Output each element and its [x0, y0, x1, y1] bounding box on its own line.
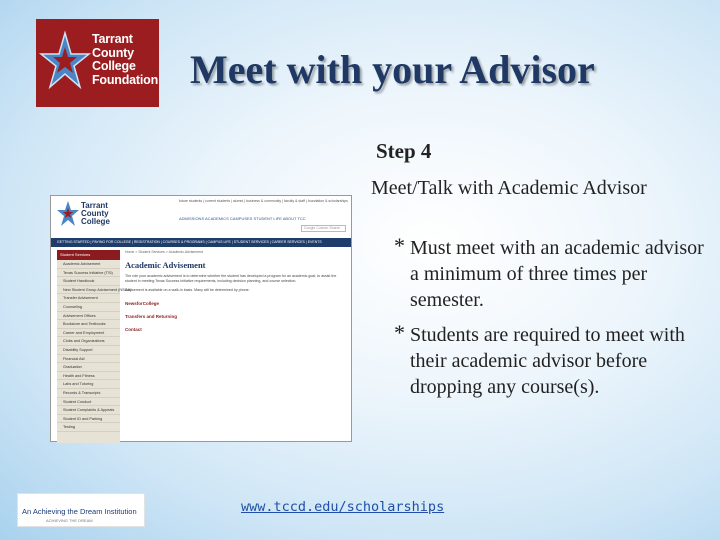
- logo-line: Tarrant: [92, 32, 133, 46]
- section-heading: NewsforCollege: [125, 301, 160, 306]
- sidebar-item[interactable]: Labs and Tutoring: [57, 380, 120, 389]
- scholarships-link[interactable]: www.tccd.edu/scholarships: [241, 499, 445, 515]
- site-star-icon: [57, 200, 79, 230]
- sidebar-item[interactable]: Advisement Offices: [57, 312, 120, 321]
- site-logo-text: [81, 202, 110, 226]
- sidebar-item[interactable]: New Student Group Advisement (NSGA): [57, 286, 120, 295]
- slide-title: Meet with your Advisor: [190, 47, 595, 92]
- achieving-the-dream-logo: [17, 493, 145, 527]
- sidebar-item[interactable]: Student ID and Parking: [57, 415, 120, 424]
- bullet-item: [394, 320, 710, 400]
- sidebar-item[interactable]: Clubs and Organizations: [57, 337, 120, 346]
- page-paragraph: The role your academic advisement is to determine whether the student has developed a program for an academic goal, to assist the student in meeting Texas Success Initiative requirements, including decision planning, and course selection.: [125, 274, 337, 283]
- sidebar-item[interactable]: Financial Aid: [57, 355, 120, 364]
- sidebar-item[interactable]: Disability Support: [57, 346, 120, 355]
- site-logo-line: County: [81, 209, 109, 218]
- sidebar-item[interactable]: Transfer Advisement: [57, 294, 120, 303]
- sidebar-item[interactable]: Graduation: [57, 363, 120, 372]
- logo-line: College: [92, 59, 136, 73]
- bullet-text: Must meet with an academic advisor a minimum of three times per semester.: [410, 237, 704, 311]
- sidebar-item[interactable]: Career and Employment: [57, 329, 120, 338]
- bullet-star-icon: *: [394, 320, 405, 345]
- sidebar-title: Student Services: [57, 250, 120, 260]
- site-header: [51, 196, 351, 235]
- sidebar-item[interactable]: Health and Fitness: [57, 372, 120, 381]
- breadcrumb[interactable]: Home > Student Services > Academic Advisement: [125, 250, 204, 254]
- sidebar-item[interactable]: Student Handbook: [57, 277, 120, 286]
- sidebar-item[interactable]: Counseling: [57, 303, 120, 312]
- sidebar-item[interactable]: Student Conduct: [57, 398, 120, 407]
- step-label: Step 4: [376, 139, 432, 163]
- sidebar-item[interactable]: Academic Advisement: [57, 260, 120, 269]
- site-logo-line: College: [81, 217, 110, 226]
- site-sidebar: [57, 250, 132, 443]
- section-heading: Transfers and Returning: [125, 314, 178, 319]
- site-logo-line: Tarrant: [81, 201, 108, 210]
- site-main-content: [125, 250, 347, 440]
- star-icon: [40, 29, 90, 99]
- sidebar-item[interactable]: Testing: [57, 423, 120, 432]
- website-screenshot: [50, 195, 352, 442]
- sidebar-item[interactable]: Texas Success Initiative (TSI): [57, 269, 120, 278]
- site-search-input[interactable]: Google Custom Search: [301, 225, 346, 232]
- bullet-text: Students are required to meet with their academic advisor before dropping any course(s).: [410, 324, 685, 398]
- sidebar-item[interactable]: Records & Transcripts: [57, 389, 120, 398]
- logo-line: Foundation: [92, 72, 159, 87]
- bullet-star-icon: *: [394, 233, 405, 258]
- page-heading: Academic Advisement: [125, 260, 206, 270]
- page-paragraph: Advisement is available on a walk-in basis. Many will be determined by phone.: [125, 288, 250, 292]
- site-top-links[interactable]: future students | current students | alumni | business & community | faculty & staff | foundation & scholarships: [179, 199, 348, 203]
- step-heading: Meet/Talk with Academic Advisor: [371, 177, 647, 199]
- bullet-item: [394, 233, 710, 313]
- logo-text: [92, 33, 158, 87]
- footer-logo-subtext: ACHIEVING THE DREAM: [46, 518, 93, 523]
- sidebar-item[interactable]: Bookstore and Textbooks: [57, 320, 120, 329]
- logo-line: County: [92, 45, 134, 60]
- site-nav-links[interactable]: ADMISSIONS ACADEMICS CAMPUSES STUDENT LIFE ABOUT TCC: [179, 216, 306, 221]
- site-main-nav[interactable]: GETTING STARTED | PAYING FOR COLLEGE | REGISTRATION | COURSES & PROGRAMS | CAMPUS LIFE | STUDENT SERVICES | CAREER SERVICES | EVENTS: [51, 238, 351, 247]
- footer-logo-text: An Achieving the Dream Institution: [22, 507, 137, 516]
- sidebar-item[interactable]: Student Complaints & Appeals: [57, 406, 120, 415]
- tcc-foundation-logo: [36, 19, 159, 107]
- section-heading: Contact: [125, 327, 142, 332]
